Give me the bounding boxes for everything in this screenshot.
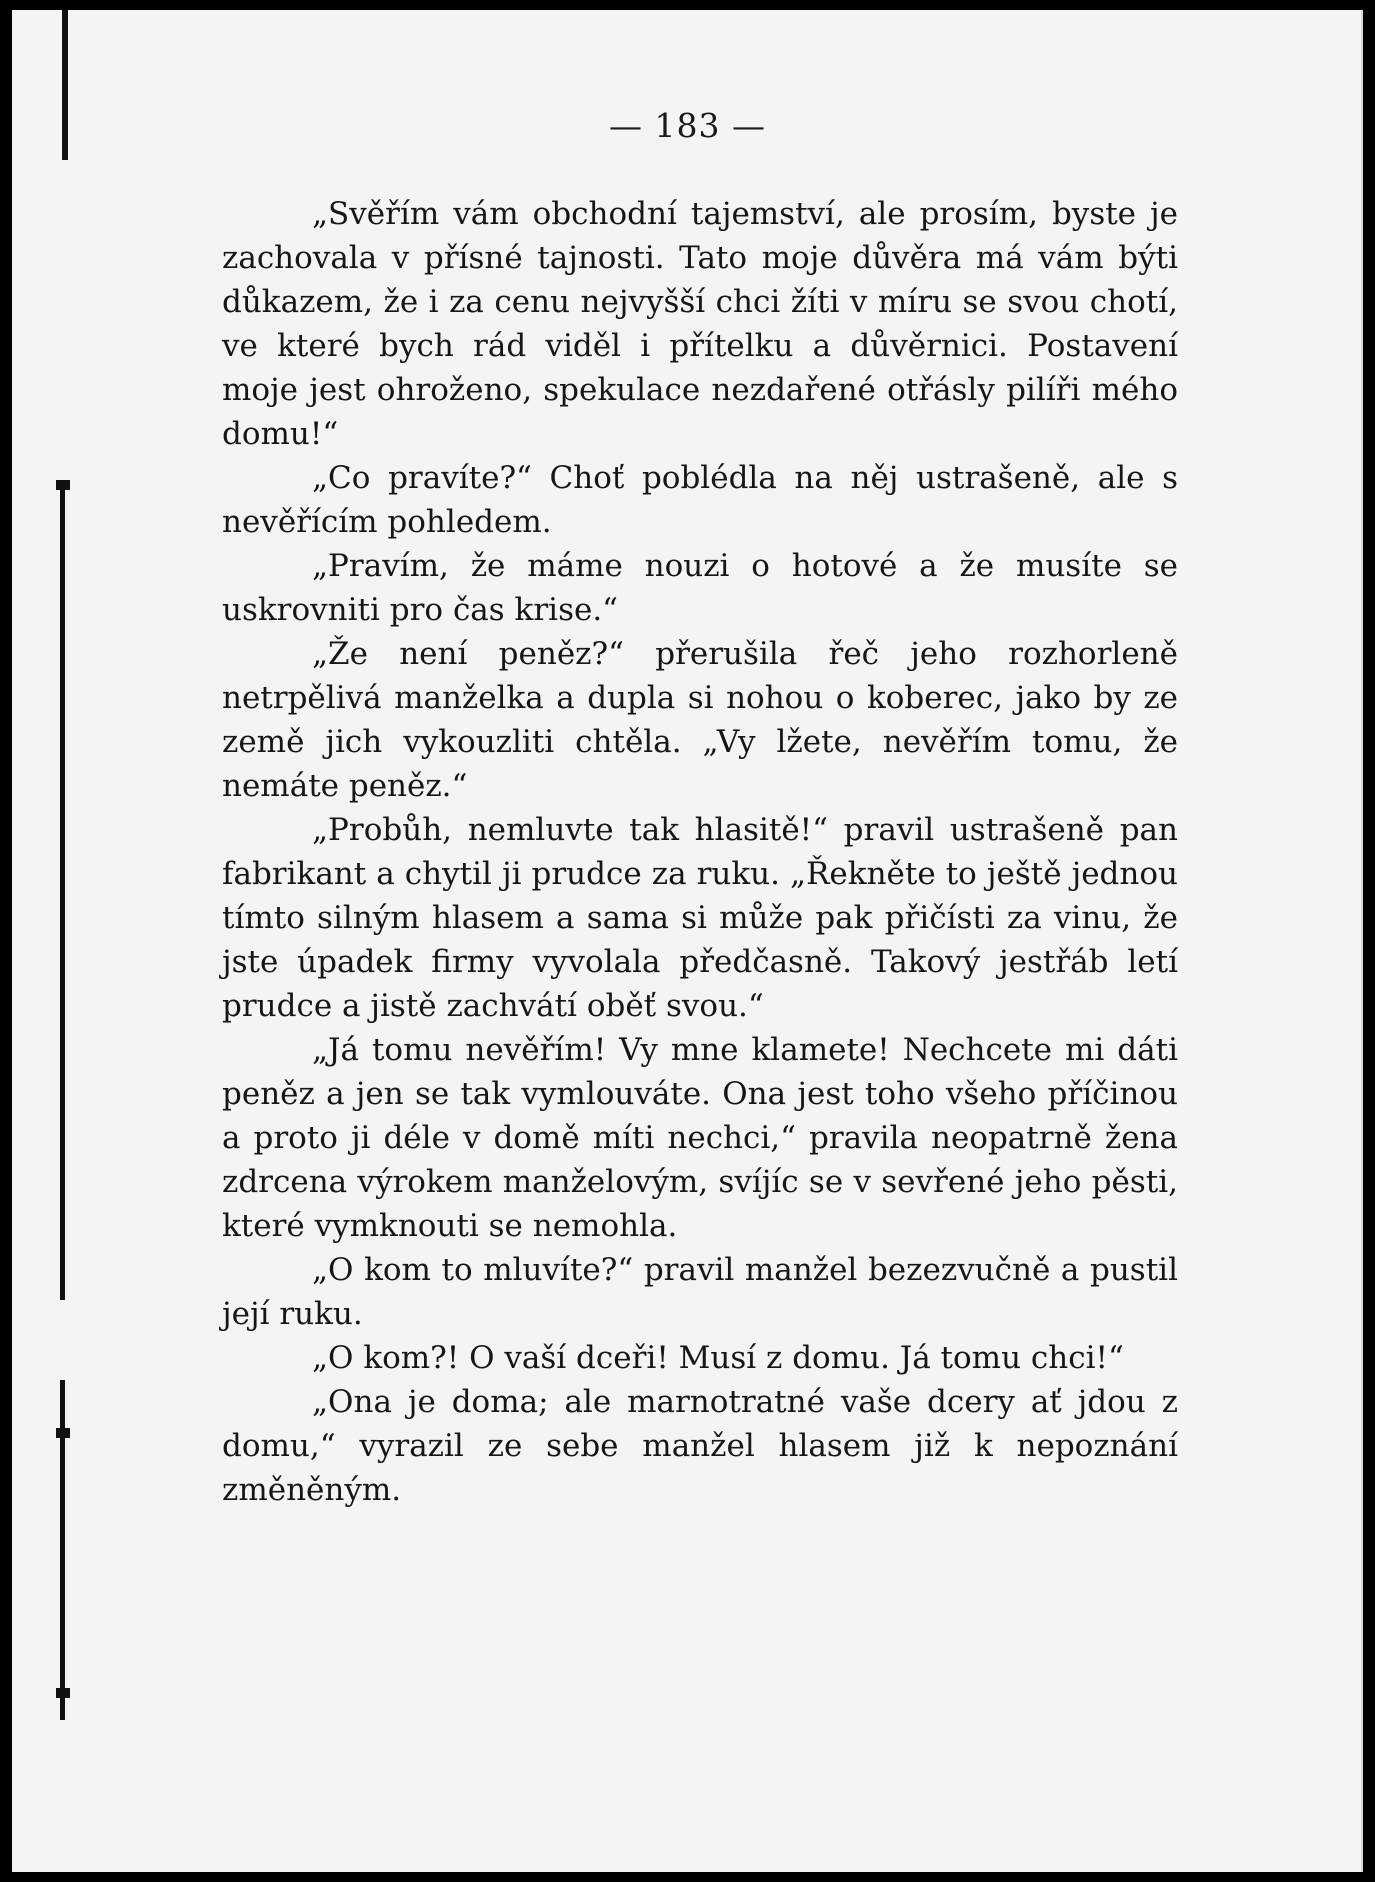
binding-mark bbox=[56, 1428, 70, 1438]
body-text bbox=[222, 192, 1178, 1512]
paragraph: „Že není peněz?“ přerušila řeč jeho rozhorleně netrpělivá manželka a dupla si nohou o koberec, jako by ze země jich vykouzliti chtěla. „Vy lžete, nevěřím tomu, že nemáte peněz.“ bbox=[222, 636, 1178, 804]
page-number: — 183 — bbox=[609, 106, 766, 145]
paragraph: „Pravím, že máme nouzi o hotové a že musíte se uskrovniti pro čas krise.“ bbox=[222, 548, 1178, 628]
binding-mark bbox=[56, 480, 70, 490]
paragraph: „O kom?! O vaší dceři! Musí z domu. Já tomu chci!“ bbox=[312, 1340, 1124, 1376]
page-edge bbox=[1361, 10, 1363, 1872]
paragraph: „Svěřím vám obchodní tajemství, ale prosím, byste je zachovala v přísné tajnosti. Tato moje důvěra má vám býti důkazem, že i za cenu nejvyšší chci žíti v míru se svou chotí, ve které bych rád viděl i přítelku a důvěrnici. Postavení moje jest ohroženo, spekulace nezdařené otřásly pilíři mého domu!“ bbox=[222, 196, 1178, 452]
paragraph: „O kom to mluvíte?“ pravil manžel bezezvučně a pustil její ruku. bbox=[222, 1252, 1178, 1332]
paragraph: „Co pravíte?“ Choť poblédla na něj ustrašeně, ale s nevěřícím pohledem. bbox=[222, 460, 1178, 540]
binding-margin-line bbox=[60, 480, 65, 1300]
paragraph: „Ona je doma; ale marnotratné vaše dcery ať jdou z domu,“ vyrazil ze sebe manžel hlasem již k nepoznání změněným. bbox=[222, 1384, 1178, 1508]
paragraph: „Já tomu nevěřím! Vy mne klamete! Nechcete mi dáti peněz a jen se tak vymlouváte. Ona jest toho všeho příčinou a proto ji déle v domě míti nechci,“ pravila neopatrně žena zdrcena výrokem manželovým, svíjíc se v sevřené jeho pěsti, které vymknouti se nemohla. bbox=[222, 1032, 1178, 1244]
binding-mark bbox=[56, 1688, 70, 1698]
paragraph: „Probůh, nemluvte tak hlasitě!“ pravil ustrašeně pan fabrikant a chytil ji prudce za ruku. „Řekněte to ještě jednou tímto silným hlasem a sama si může pak přičísti za vinu, že jste úpadek firmy vyvolala předčasně. Takový jestřáb letí prudce a jistě zachvátí oběť svou.“ bbox=[222, 812, 1178, 1024]
